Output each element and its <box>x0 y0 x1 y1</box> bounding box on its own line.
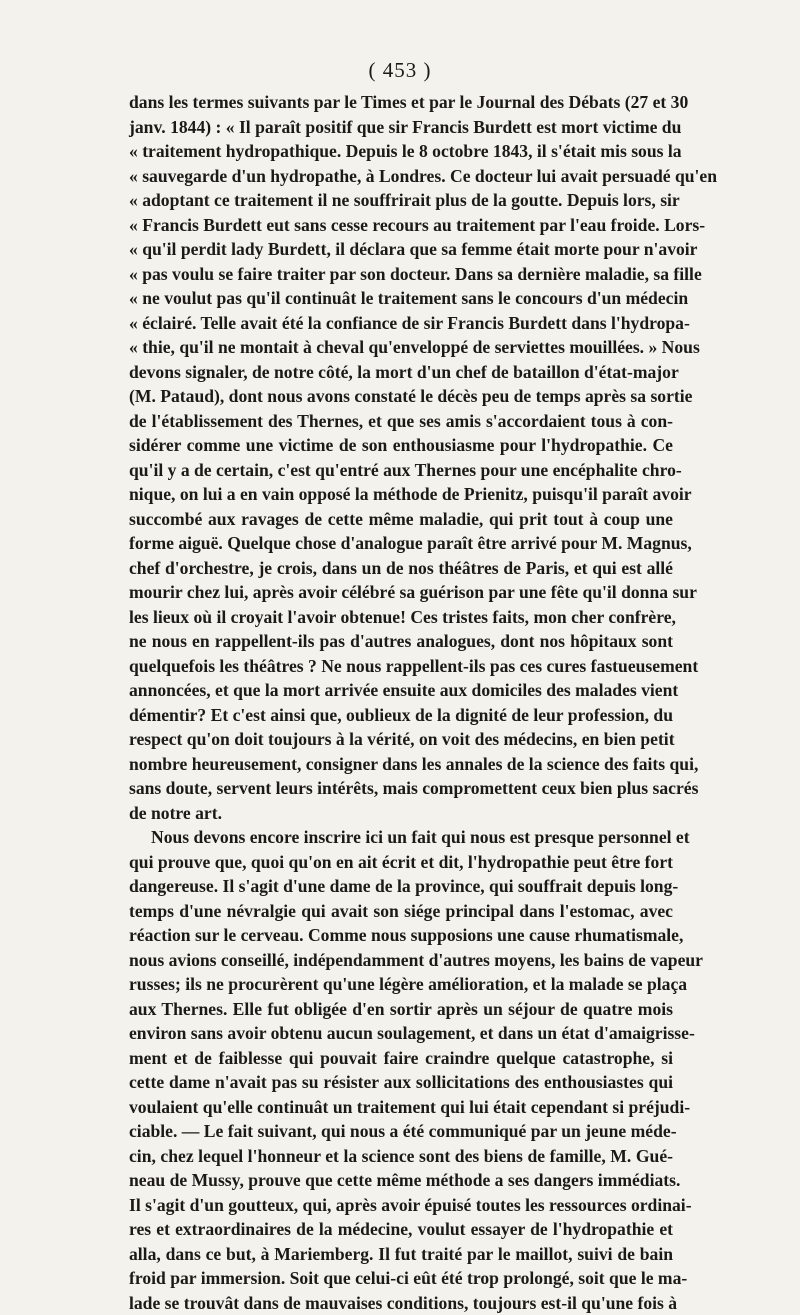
text-line: qu'il y a de certain, c'est qu'entré aux Thernes pour une encéphalite chro- <box>129 458 673 483</box>
text-line: « traitement hydropathique. Depuis le 8 octobre 1843, il s'était mis sous la <box>129 139 673 164</box>
text-line: quelquefois les théâtres ? Ne nous rappellent-ils pas ces cures fastueusement <box>129 654 673 679</box>
text-line: cin, chez lequel l'honneur et la science sont des biens de famille, M. Gué- <box>129 1144 673 1169</box>
text-line: aux Thernes. Elle fut obligée d'en sortir après un séjour de quatre mois <box>129 997 673 1022</box>
text-line: sans doute, servent leurs intérêts, mais compromettent ceux bien plus sacrés <box>129 776 673 801</box>
text-line: neau de Mussy, prouve que cette même méthode a ses dangers immédiats. <box>129 1168 673 1193</box>
text-line: respect qu'on doit toujours à la vérité, on voit des médecins, en bien petit <box>129 727 673 752</box>
text-line: janv. 1844) : « Il paraît positif que sir Francis Burdett est mort victime du <box>129 115 673 140</box>
text-line: Il s'agit d'un goutteux, qui, après avoir épuisé toutes les ressources ordinai- <box>129 1193 673 1218</box>
text-line: nique, on lui a en vain opposé la méthode de Prienitz, puisqu'il paraît avoir <box>129 482 673 507</box>
text-line: (M. Pataud), dont nous avons constaté le décès peu de temps après sa sortie <box>129 384 673 409</box>
text-line: de l'établissement des Thernes, et que ses amis s'accordaient tous à con- <box>129 409 673 434</box>
text-line: « thie, qu'il ne montait à cheval qu'enveloppé de serviettes mouillées. » Nous <box>129 335 673 360</box>
text-line: nous avions conseillé, indépendamment d'autres moyens, les bains de vapeur <box>129 948 673 973</box>
text-line: « éclairé. Telle avait été la confiance de sir Francis Burdett dans l'hydropa- <box>129 311 673 336</box>
text-line: forme aiguë. Quelque chose d'analogue paraît être arrivé pour M. Magnus, <box>129 531 673 556</box>
text-line: réaction sur le cerveau. Comme nous supposions une cause rhumatismale, <box>129 923 673 948</box>
text-line: froid par immersion. Soit que celui-ci eût été trop prolongé, soit que le ma- <box>129 1266 673 1291</box>
text-line: cette dame n'avait pas su résister aux sollicitations des enthousiastes qui <box>129 1070 673 1095</box>
text-line: lade se trouvât dans de mauvaises conditions, toujours est-il qu'une fois à <box>129 1291 673 1315</box>
text-line: « sauvegarde d'un hydropathe, à Londres. Ce docteur lui avait persuadé qu'en <box>129 164 673 189</box>
text-line: russes; ils ne procurèrent qu'une légère amélioration, et la malade se plaça <box>129 972 673 997</box>
text-line: nombre heureusement, consigner dans les annales de la science des faits qui, <box>129 752 673 777</box>
text-line: « qu'il perdit lady Burdett, il déclara que sa femme était morte pour n'avoir <box>129 237 673 262</box>
text-line: qui prouve que, quoi qu'on en ait écrit et dit, l'hydropathie peut être fort <box>129 850 673 875</box>
text-line: dans les termes suivants par le Times et par le Journal des Débats (27 et 30 <box>129 90 673 115</box>
text-line: Nous devons encore inscrire ici un fait qui nous est presque personnel et <box>129 825 673 850</box>
text-line: alla, dans ce but, à Mariemberg. Il fut traité par le maillot, suivi de bain <box>129 1242 673 1267</box>
text-line: démentir? Et c'est ainsi que, oublieux de la dignité de leur profession, du <box>129 703 673 728</box>
text-line: « pas voulu se faire traiter par son docteur. Dans sa dernière maladie, sa fille <box>129 262 673 287</box>
text-line: chef d'orchestre, je crois, dans un de nos théâtres de Paris, et qui est allé <box>129 556 673 581</box>
text-line: « ne voulut pas qu'il continuât le traitement sans le concours d'un médecin <box>129 286 673 311</box>
text-line: environ sans avoir obtenu aucun soulagement, et dans un état d'amaigrisse- <box>129 1021 673 1046</box>
text-line: les lieux où il croyait l'avoir obtenue! Ces tristes faits, mon cher confrère, <box>129 605 673 630</box>
text-line: « Francis Burdett eut sans cesse recours au traitement par l'eau froide. Lors- <box>129 213 673 238</box>
text-line: succombé aux ravages de cette même maladie, qui prit tout à coup une <box>129 507 673 532</box>
text-line: dangereuse. Il s'agit d'une dame de la province, qui souffrait depuis long- <box>129 874 673 899</box>
text-line: ciable. — Le fait suivant, qui nous a été communiqué par un jeune méde- <box>129 1119 673 1144</box>
text-line: ment et de faiblesse qui pouvait faire craindre quelque catastrophe, si <box>129 1046 673 1071</box>
text-line: temps d'une névralgie qui avait son siége principal dans l'estomac, avec <box>129 899 673 924</box>
text-line: sidérer comme une victime de son enthousiasme pour l'hydropathie. Ce <box>129 433 673 458</box>
text-line: res et extraordinaires de la médecine, voulut essayer de l'hydropathie et <box>129 1217 673 1242</box>
page-number: ( 453 ) <box>0 58 800 83</box>
body-text <box>129 90 673 1315</box>
text-line: annoncées, et que la mort arrivée ensuite aux domiciles des malades vient <box>129 678 673 703</box>
text-line: mourir chez lui, après avoir célébré sa guérison par une fête qu'il donna sur <box>129 580 673 605</box>
text-line: devons signaler, de notre côté, la mort d'un chef de bataillon d'état-major <box>129 360 673 385</box>
text-line: de notre art. <box>129 801 673 826</box>
text-line: « adoptant ce traitement il ne souffrirait plus de la goutte. Depuis lors, sir <box>129 188 673 213</box>
text-line: voulaient qu'elle continuât un traitement qui lui était cependant si préjudi- <box>129 1095 673 1120</box>
text-line: ne nous en rappellent-ils pas d'autres analogues, dont nos hôpitaux sont <box>129 629 673 654</box>
